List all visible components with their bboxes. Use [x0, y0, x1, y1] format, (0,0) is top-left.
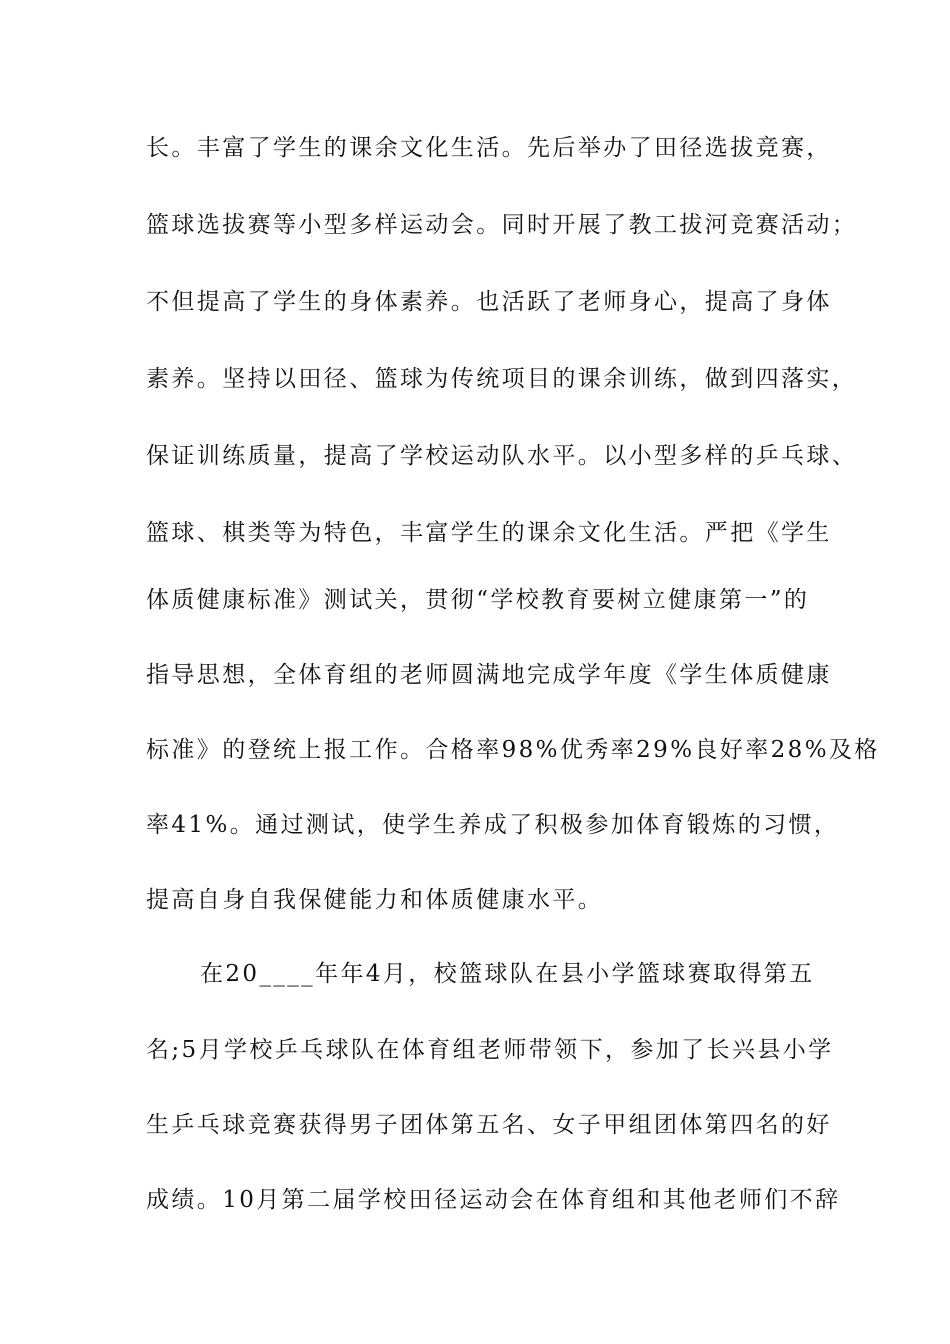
text-line: 指导思想，全体育组的老师圆满地完成学年度《学生体质健康 [146, 662, 832, 688]
text-line: 生乒乓球竞赛获得男子团体第五名、女子甲组团体第四名的好 [146, 1112, 832, 1138]
text-line: 保证训练质量，提高了学校运动队水平。以小型多样的乒乓球、 [146, 443, 858, 469]
text-line: 成绩。10月第二届学校田径运动会在体育组和其他老师们不辞 [146, 1187, 841, 1213]
text-line: 率41%。通过测试，使学生养成了积极参加体育锻炼的习惯， [146, 812, 840, 838]
text-line: 提高自身自我保健能力和体质健康水平。 [146, 887, 604, 913]
paragraph-first-line: 在20____年年4月，校篮球队在县小学篮球赛取得第五 [200, 961, 815, 987]
text-line: 长。丰富了学生的课余文化生活。先后举办了田径选拔竞赛， [146, 135, 832, 161]
text-line: 篮球、棋类等为特色，丰富学生的课余文化生活。严把《学生 [146, 520, 832, 546]
text-line: 篮球选拔赛等小型多样运动会。同时开展了教工拔河竞赛活动； [146, 212, 858, 238]
text-line: 素养。坚持以田径、篮球为传统项目的课余训练，做到四落实， [146, 366, 858, 392]
text-line: 体质健康标准》测试关，贯彻“学校教育要树立健康第一”的 [146, 587, 810, 613]
text-line: 名;5月学校乒乓球队在体育组老师带领下，参加了长兴县小学 [146, 1037, 834, 1063]
text-line: 标准》的登统上报工作。合格率98%优秀率29%良好率28%及格 [146, 737, 880, 763]
text-line: 不但提高了学生的身体素养。也活跃了老师身心，提高了身体 [146, 289, 832, 315]
